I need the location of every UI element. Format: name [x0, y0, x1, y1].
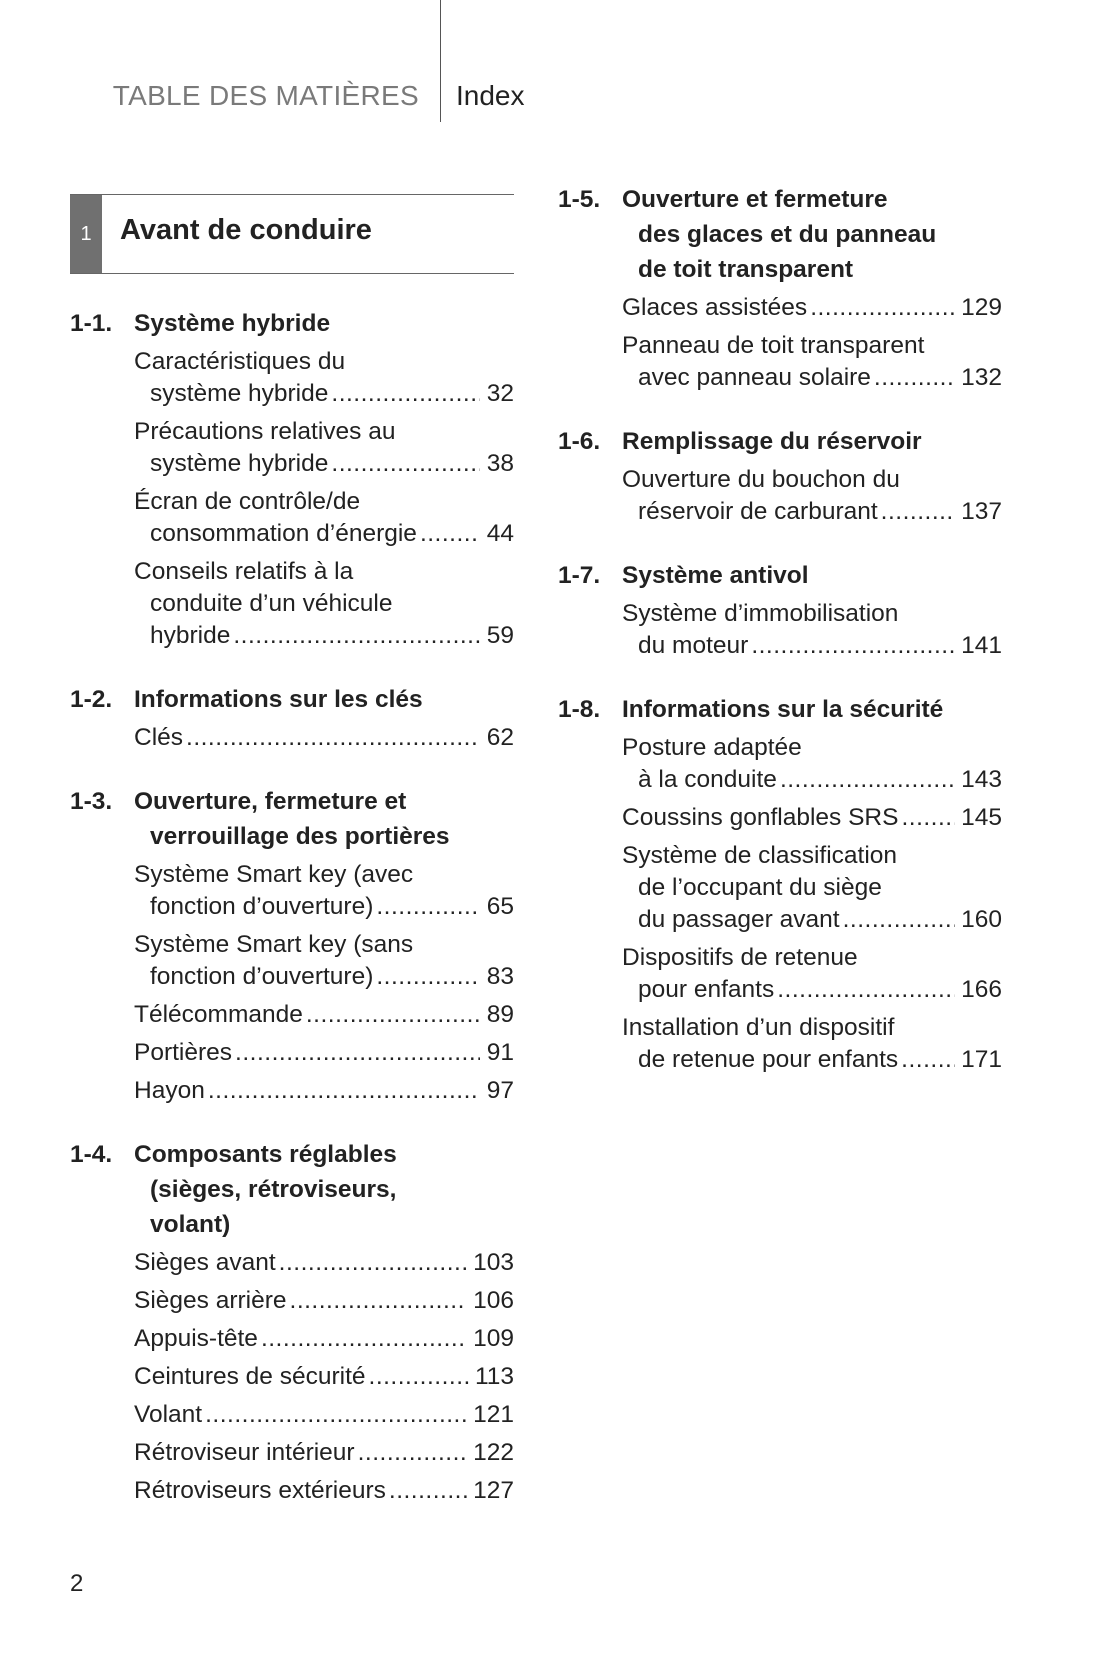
section-heading[interactable]	[70, 306, 514, 341]
entry-text-line: Rétroviseurs extérieurs	[134, 1477, 386, 1504]
entry-last-line	[134, 891, 514, 923]
entry-text-line: Rétroviseur intérieur	[134, 1439, 355, 1466]
entry-text-line: pour enfants	[638, 976, 775, 1003]
entry-text-line: hybride	[150, 622, 231, 649]
dot-leader	[279, 1247, 467, 1279]
toc-entry[interactable]	[70, 1247, 514, 1279]
section-heading[interactable]	[558, 558, 1002, 593]
entry-text-line: Conseils relatifs à la	[134, 558, 354, 585]
dot-leader	[376, 891, 480, 923]
entry-last-line	[134, 620, 514, 652]
toc-entry[interactable]	[70, 859, 514, 923]
entry-text-line: du moteur	[638, 632, 749, 659]
toc-entry[interactable]	[558, 732, 1002, 796]
section-entries	[558, 464, 1002, 528]
section-number: 1-6.	[558, 428, 601, 455]
toc-entry[interactable]	[70, 722, 514, 754]
section-entries	[558, 292, 1002, 394]
section-number: 1-4.	[70, 1141, 113, 1168]
toc-section	[70, 306, 514, 652]
entry-page-number: 121	[473, 1401, 514, 1428]
entry-last-line	[134, 1437, 514, 1469]
entry-text-line: Dispositifs de retenue	[622, 944, 858, 971]
toc-entry[interactable]	[70, 1361, 514, 1393]
section-title-line: Système hybride	[134, 310, 331, 337]
entry-last-line	[134, 1247, 514, 1279]
dot-leader	[331, 378, 480, 410]
entry-last-line	[134, 1475, 514, 1507]
toc-section	[558, 424, 1002, 528]
section-title-line: volant)	[150, 1211, 231, 1238]
chapter-title: Avant de conduire	[120, 214, 372, 246]
entry-page-number: 171	[961, 1046, 1002, 1073]
entry-page-number: 32	[486, 380, 514, 407]
dot-leader	[358, 1437, 468, 1469]
entry-text-line: Glaces assistées	[622, 294, 808, 321]
entry-text-line: à la conduite	[638, 766, 777, 793]
entry-text-line: consommation d’énergie	[150, 520, 417, 547]
toc-section	[70, 1137, 514, 1507]
entry-text-line: Caractéristiques du	[134, 348, 346, 375]
entry-last-line	[622, 292, 1002, 324]
section-title-line: Composants réglables	[134, 1141, 397, 1168]
entry-last-line	[134, 999, 514, 1031]
dot-leader	[208, 1075, 480, 1107]
entry-last-line	[134, 1323, 514, 1355]
section-title-line: des glaces et du panneau	[638, 221, 937, 248]
entry-last-line	[134, 518, 514, 550]
section-number: 1-3.	[70, 788, 113, 815]
entry-page-number: 145	[961, 804, 1002, 831]
entry-page-number: 129	[961, 294, 1002, 321]
toc-entry[interactable]	[558, 1012, 1002, 1076]
dot-leader	[233, 620, 480, 652]
toc-entry[interactable]	[558, 464, 1002, 528]
dot-leader	[420, 518, 480, 550]
toc-entry[interactable]	[70, 1285, 514, 1317]
toc-entry[interactable]	[70, 346, 514, 410]
entry-text-line: système hybride	[150, 380, 329, 407]
entry-page-number: 143	[961, 766, 1002, 793]
entry-text-line: du passager avant	[638, 906, 840, 933]
entry-last-line	[134, 1399, 514, 1431]
section-number: 1-5.	[558, 186, 601, 213]
toc-entry[interactable]	[70, 1037, 514, 1069]
entry-text-line: fonction d’ouverture)	[150, 963, 374, 990]
dot-leader	[881, 496, 955, 528]
chapter-number: 1	[70, 195, 102, 273]
dot-leader	[389, 1475, 467, 1507]
header-index-label[interactable]: Index	[456, 80, 525, 111]
entry-page-number: 44	[486, 520, 514, 547]
entry-text-line: système hybride	[150, 450, 329, 477]
entry-page-number: 141	[961, 632, 1002, 659]
toc-section	[558, 182, 1002, 394]
toc-entry[interactable]	[558, 802, 1002, 834]
toc-entry[interactable]	[558, 292, 1002, 324]
entry-page-number: 97	[486, 1077, 514, 1104]
toc-column-right	[558, 182, 1002, 1106]
entry-page-number: 160	[961, 906, 1002, 933]
entry-last-line	[134, 722, 514, 754]
entry-page-number: 91	[486, 1039, 514, 1066]
section-title-line: Remplissage du réservoir	[622, 428, 922, 455]
section-entries	[70, 1247, 514, 1507]
entry-last-line	[622, 974, 1002, 1006]
section-title-line: de toit transparent	[638, 256, 854, 283]
entry-text-line: Portières	[134, 1039, 233, 1066]
entry-text-line: Télécommande	[134, 1001, 303, 1028]
entry-page-number: 65	[486, 893, 514, 920]
entry-page-number: 38	[486, 450, 514, 477]
toc-entry[interactable]	[70, 929, 514, 993]
entry-text-line: avec panneau solaire	[638, 364, 871, 391]
section-heading[interactable]	[70, 784, 514, 854]
entry-page-number: 132	[961, 364, 1002, 391]
section-title-line: Ouverture, fermeture et	[134, 788, 407, 815]
entry-text-line: Volant	[134, 1401, 203, 1428]
entry-text-line: Ceintures de sécurité	[134, 1363, 366, 1390]
section-title-line: verrouillage des portières	[150, 823, 450, 850]
entry-text-line: Sièges avant	[134, 1249, 276, 1276]
entry-text-line: Écran de contrôle/de	[134, 488, 361, 515]
section-entries	[558, 598, 1002, 662]
toc-entry[interactable]	[70, 416, 514, 480]
entry-page-number: 113	[474, 1363, 514, 1390]
entry-text-line: Hayon	[134, 1077, 205, 1104]
entry-text-line: réservoir de carburant	[638, 498, 878, 525]
dot-leader	[376, 961, 480, 993]
toc-entry[interactable]	[558, 942, 1002, 1006]
dot-leader	[331, 448, 480, 480]
toc-entry[interactable]	[70, 1475, 514, 1507]
entry-last-line	[134, 1361, 514, 1393]
section-heading[interactable]	[558, 182, 1002, 287]
entry-page-number: 127	[473, 1477, 514, 1504]
entry-last-line	[134, 1075, 514, 1107]
entry-page-number: 89	[486, 1001, 514, 1028]
dot-leader	[261, 1323, 467, 1355]
section-title-line: Informations sur les clés	[134, 686, 423, 713]
dot-leader	[205, 1399, 467, 1431]
entry-text-line: Appuis-tête	[134, 1325, 258, 1352]
entry-text-line: de l’occupant du siège	[638, 874, 882, 901]
entry-last-line	[622, 1044, 1002, 1076]
toc-entry[interactable]	[70, 1075, 514, 1107]
entry-last-line	[134, 448, 514, 480]
toc-entry[interactable]	[558, 840, 1002, 936]
dot-leader	[843, 904, 956, 936]
dot-leader	[751, 630, 955, 662]
dot-leader	[235, 1037, 480, 1069]
section-entries	[70, 346, 514, 652]
toc-entry[interactable]	[558, 598, 1002, 662]
entry-page-number: 103	[473, 1249, 514, 1276]
entry-last-line	[622, 764, 1002, 796]
entry-text-line: fonction d’ouverture)	[150, 893, 374, 920]
chapter-heading	[70, 194, 514, 274]
entry-page-number: 83	[486, 963, 514, 990]
toc-column-left	[70, 306, 514, 1537]
dot-leader	[780, 764, 955, 796]
entry-text-line: Système Smart key (avec	[134, 861, 414, 888]
dot-leader	[777, 974, 955, 1006]
toc-entry[interactable]	[70, 556, 514, 652]
entry-text-line: Installation d’un dispositif	[622, 1014, 895, 1041]
entry-page-number: 137	[961, 498, 1002, 525]
entry-text-line: Précautions relatives au	[134, 418, 396, 445]
toc-entry[interactable]	[70, 486, 514, 550]
entry-page-number: 166	[961, 976, 1002, 1003]
section-title-line: Ouverture et fermeture	[622, 186, 888, 213]
toc-section	[558, 558, 1002, 662]
dot-leader	[290, 1285, 468, 1317]
entry-page-number: 106	[473, 1287, 514, 1314]
section-entries	[558, 732, 1002, 1076]
section-heading[interactable]	[70, 1137, 514, 1242]
entry-last-line	[622, 904, 1002, 936]
page-number: 2	[70, 1570, 84, 1597]
section-heading[interactable]	[70, 682, 514, 717]
entry-last-line	[134, 378, 514, 410]
entry-page-number: 109	[473, 1325, 514, 1352]
entry-last-line	[622, 496, 1002, 528]
toc-entry[interactable]	[70, 1399, 514, 1431]
entry-page-number: 62	[486, 724, 514, 751]
section-entries	[70, 722, 514, 754]
entry-page-number: 59	[486, 622, 514, 649]
section-number: 1-8.	[558, 696, 601, 723]
section-number: 1-2.	[70, 686, 113, 713]
dot-leader	[901, 802, 955, 834]
entry-text-line: Système d’immobilisation	[622, 600, 899, 627]
toc-section	[558, 692, 1002, 1076]
dot-leader	[874, 362, 955, 394]
entry-text-line: Clés	[134, 724, 184, 751]
entry-text-line: Système de classification	[622, 842, 898, 869]
header-divider	[440, 0, 441, 122]
entry-text-line: Ouverture du bouchon du	[622, 466, 900, 493]
dot-leader	[369, 1361, 469, 1393]
entry-last-line	[622, 630, 1002, 662]
toc-entry[interactable]	[70, 1323, 514, 1355]
dot-leader	[186, 722, 480, 754]
dot-leader	[901, 1044, 955, 1076]
toc-section	[70, 784, 514, 1107]
section-heading[interactable]	[558, 424, 1002, 459]
section-entries	[70, 859, 514, 1107]
entry-last-line	[622, 802, 1002, 834]
toc-entry[interactable]	[70, 999, 514, 1031]
entry-last-line	[134, 1037, 514, 1069]
entry-text-line: Système Smart key (sans	[134, 931, 414, 958]
entry-text-line: Posture adaptée	[622, 734, 802, 761]
toc-section	[70, 682, 514, 754]
toc-entry[interactable]	[558, 330, 1002, 394]
entry-last-line	[134, 1285, 514, 1317]
entry-text-line: Panneau de toit transparent	[622, 332, 925, 359]
entry-page-number: 122	[473, 1439, 514, 1466]
section-title-line: Système antivol	[622, 562, 809, 589]
section-heading[interactable]	[558, 692, 1002, 727]
entry-text-line: Coussins gonflables SRS	[622, 804, 899, 831]
dot-leader	[306, 999, 480, 1031]
entry-text-line: de retenue pour enfants	[638, 1046, 899, 1073]
toc-entry[interactable]	[70, 1437, 514, 1469]
header-toc-label[interactable]: TABLE DES MATIÈRES	[112, 80, 419, 111]
entry-text-line: conduite d’un véhicule	[150, 590, 393, 617]
entry-text-line: Sièges arrière	[134, 1287, 287, 1314]
section-title-line: (sièges, rétroviseurs,	[150, 1176, 397, 1203]
entry-last-line	[622, 362, 1002, 394]
dot-leader	[810, 292, 955, 324]
section-title-line: Informations sur la sécurité	[622, 696, 944, 723]
entry-last-line	[134, 961, 514, 993]
section-number: 1-1.	[70, 310, 113, 337]
section-number: 1-7.	[558, 562, 601, 589]
